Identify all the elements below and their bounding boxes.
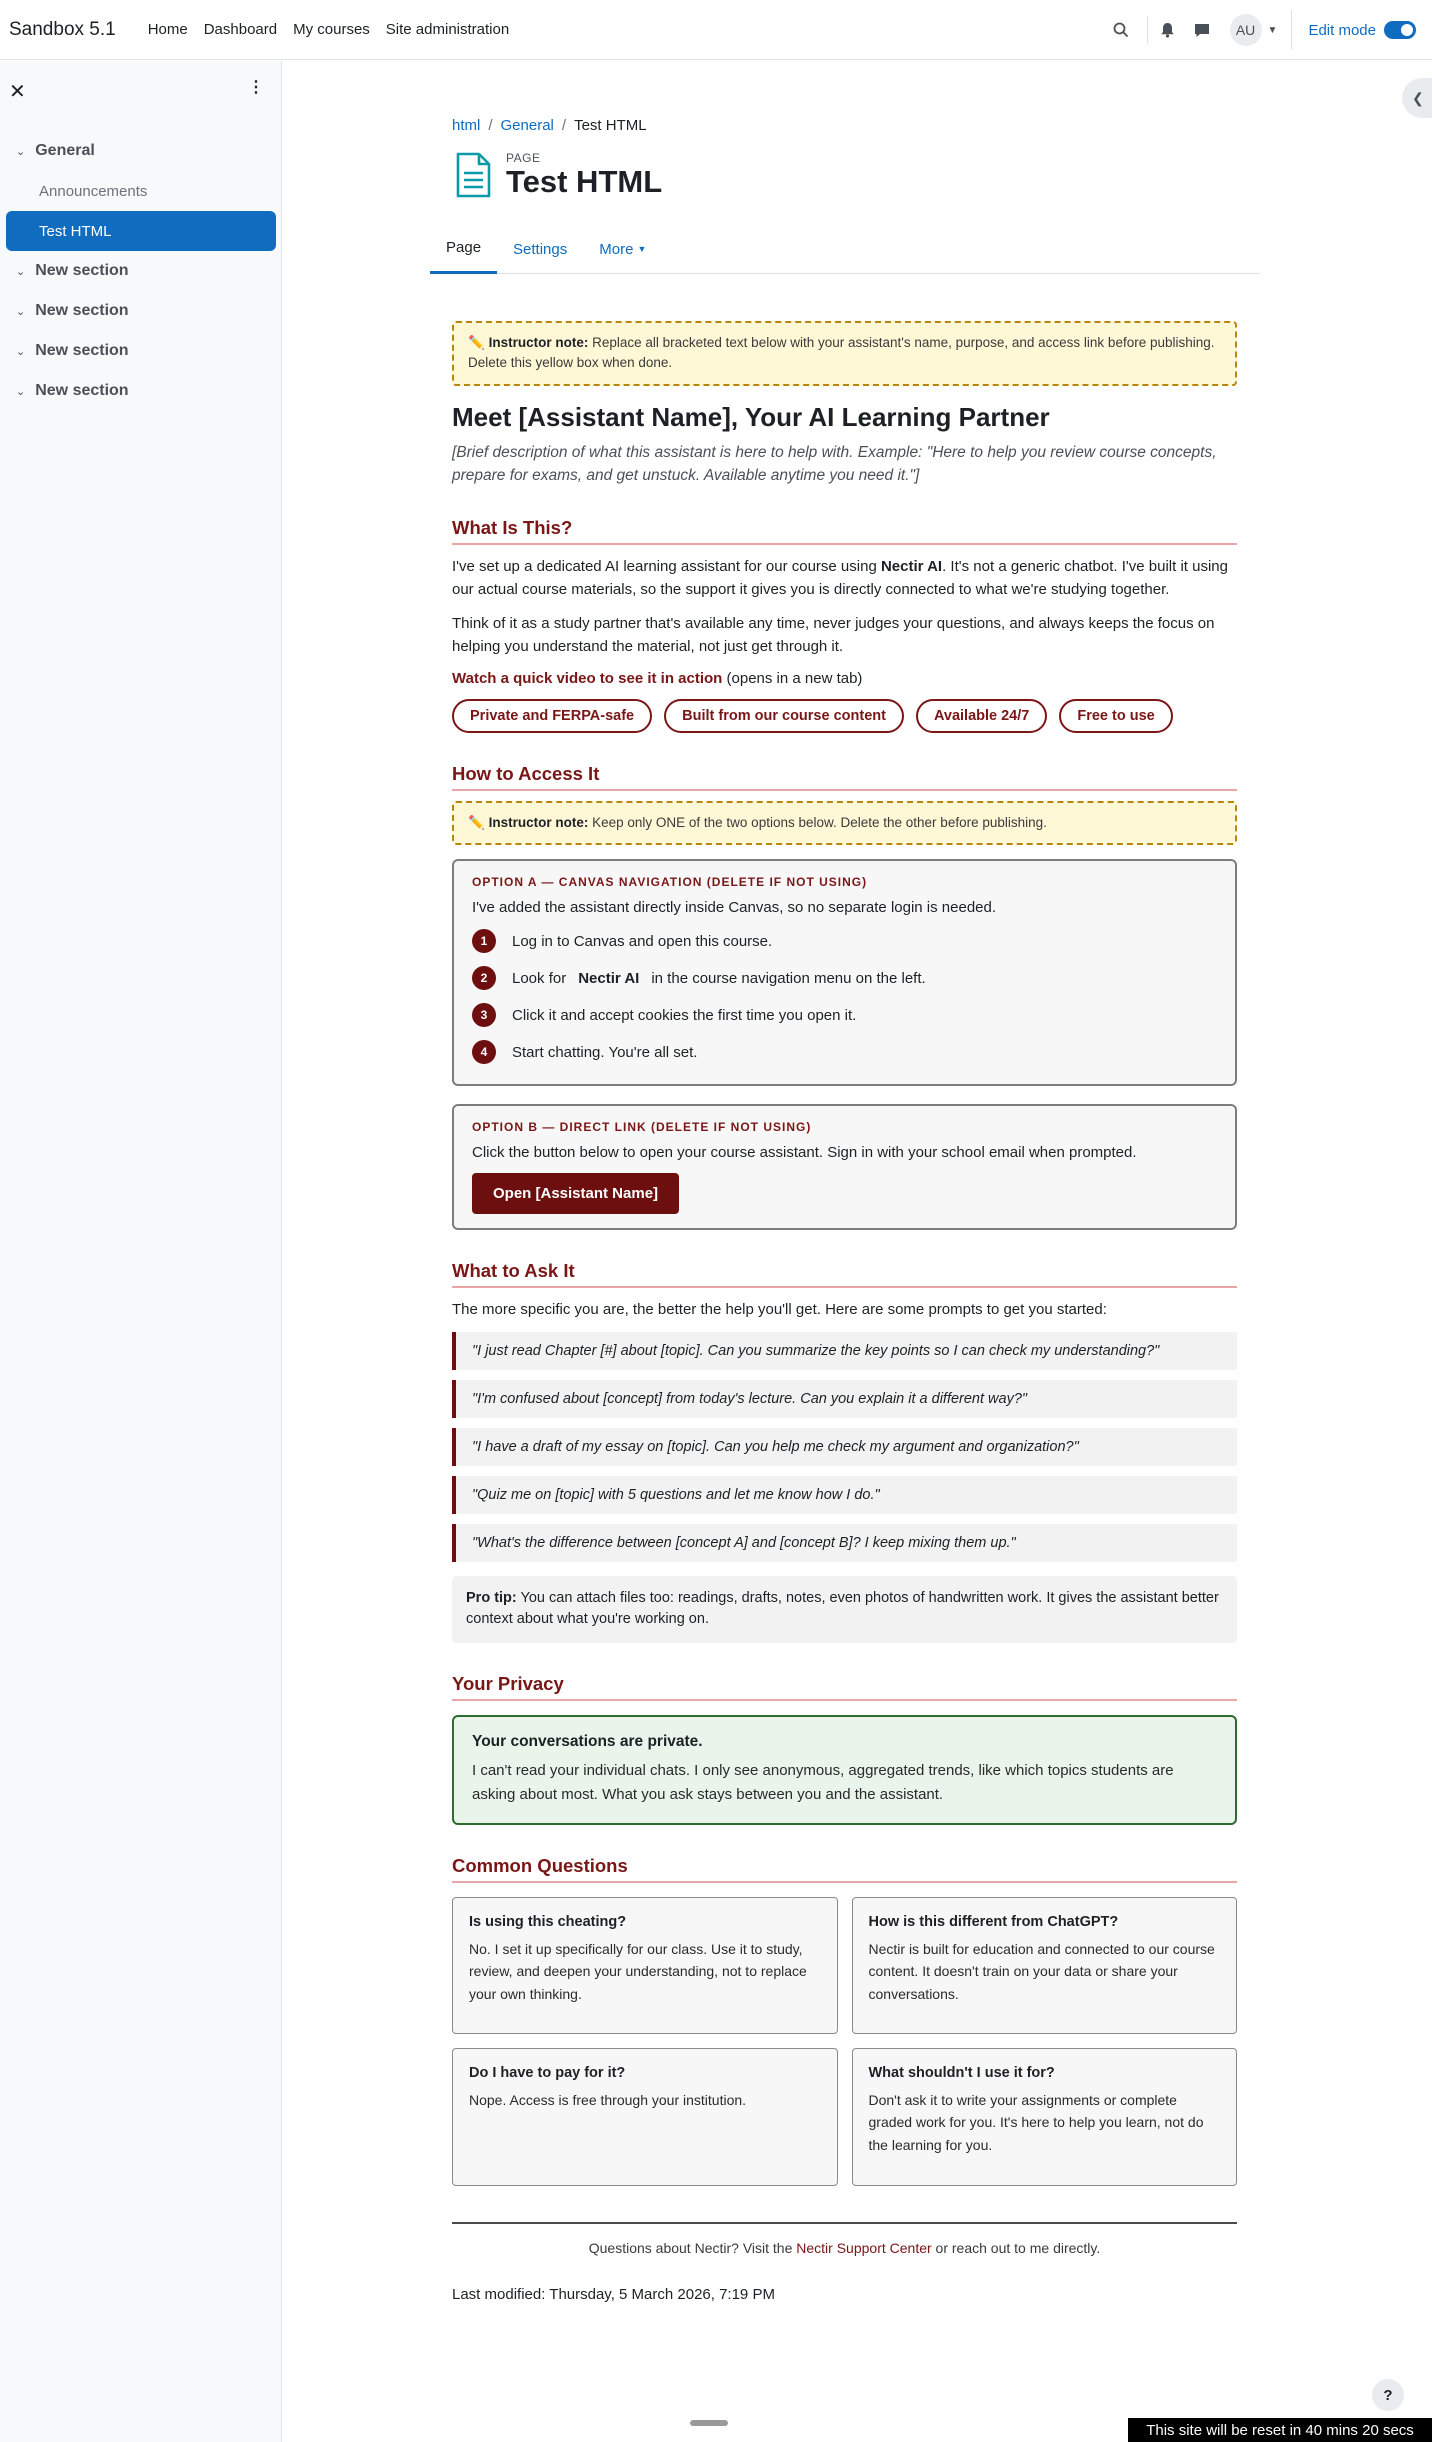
course-section-new-4[interactable] [6,371,276,411]
chevron-down-icon[interactable]: ⌄ [16,145,26,158]
step-number: 4 [472,1040,496,1064]
page-header [452,151,662,199]
chevron-down-icon[interactable]: ▼ [1267,24,1278,36]
text: Questions about Nectir? Visit the [588,2240,797,2256]
section-heading-ask: What to Ask It [452,1260,1237,1288]
faq-card [852,2048,1238,2186]
pencil-icon: ✏️ [468,815,485,830]
breadcrumb-html[interactable]: html [452,117,481,134]
note-label: Instructor note: [488,335,589,350]
tip-text: You can attach files too: readings, drafts, notes, even photos of handwritten work. It gives the assistant better context about what you're working on. [466,1589,1219,1628]
page-type-label: PAGE [506,151,541,165]
step-number: 3 [472,1003,496,1027]
step-text: Click it and accept cookies the first time you open it. [512,1006,857,1024]
support-footer [452,2240,1237,2256]
text: or reach out to me directly. [931,2240,1101,2256]
faq-question: Is using this cheating? [469,1914,627,1930]
step-text: Start chatting. You're all set. [512,1043,698,1061]
scroll-handle[interactable] [690,2420,728,2426]
watch-video-link[interactable]: Watch a quick video to see it in action [452,670,723,687]
last-modified: Last modified: Thursday, 5 March 2026, 7:19 PM [452,2286,775,2303]
section-heading-access: How to Access It [452,763,1237,791]
step-item [472,1003,1217,1027]
option-a-text: I've added the assistant directly inside Canvas, so no separate login is needed. [472,899,997,917]
section-title: New section [35,342,129,359]
pill-free: Free to use [1059,699,1172,733]
faq-answer: Nope. Access is free through your institution. [469,2092,747,2108]
section-title: General [35,142,95,159]
step-number: 1 [472,929,496,953]
what-paragraph-2: Think of it as a study partner that's available any time, never judges your questions, and always keeps the focus on helping you understand the material, not just get through it. [452,614,1215,655]
privacy-box [452,1715,1237,1825]
breadcrumb-general[interactable]: General [500,117,554,134]
tip-label: Pro tip: [466,1589,517,1606]
tab-page[interactable]: Page [430,224,497,274]
prompt-example: "What's the difference between [concept A] and [concept B]? I keep mixing them up." [452,1524,1237,1562]
text: I've set up a dedicated AI learning assistant for our course using [452,558,881,575]
section-heading-privacy: Your Privacy [452,1673,1237,1701]
pro-tip [452,1576,1237,1644]
support-center-link[interactable]: Nectir Support Center [796,2240,932,2256]
breadcrumb-separator: / [488,117,493,134]
privacy-text: I can't read your individual chats. I only see anonymous, aggregated trends, like which topics students are asking about most. What you ask stays between you and the assistant. [472,1762,1174,1803]
top-navbar [0,0,1432,60]
site-brand[interactable]: Sandbox 5.1 [9,18,116,40]
navbar-divider [1291,10,1292,50]
course-index [6,131,276,411]
breadcrumb-current: Test HTML [574,117,647,134]
note-text: Keep only ONE of the two options below. Delete the other before publishing. [592,815,1047,830]
course-item-test-html[interactable]: Test HTML [6,211,276,251]
chevron-down-icon[interactable]: ⌄ [16,305,26,318]
navbar-separator [1147,16,1148,44]
messages-icon[interactable] [1188,16,1216,44]
faq-card [852,1897,1238,2034]
faq-answer: Don't ask it to write your assignments or complete graded work for you. It's here to help you learn, not do the learning for you. [868,2092,1204,2153]
course-section-general[interactable] [6,131,276,171]
tab-more[interactable] [583,224,662,274]
faq-grid [452,1897,1237,2186]
course-section-new-3[interactable] [6,331,276,371]
hero-heading: Meet [Assistant Name], Your AI Learning Partner [452,401,1050,432]
close-icon[interactable]: ✕ [9,81,26,103]
what-paragraph-1 [452,555,1237,602]
primary-navigation [148,21,510,38]
nav-my-courses[interactable]: My courses [293,21,370,38]
note-text: Replace all bracketed text below with your assistant's name, purpose, and access link before publishing. Delete this yellow box when done. [468,335,1215,371]
text: . It's not a generic chatbot. I've built it using our actual course materials, so the support it gives you is directly connected to what we're studying together. [452,558,1228,599]
edit-mode-label: Edit mode [1308,21,1376,39]
watch-video-note: (opens in a new tab) [722,670,863,687]
step-text: in the course navigation menu on the left. [651,969,926,987]
reset-banner: This site will be reset in 40 mins 20 secs [1128,2418,1432,2442]
prompt-example: "I just read Chapter [#] about [topic]. Can you summarize the key points so I can check my understanding?" [452,1332,1237,1370]
step-item [472,966,1217,990]
faq-question: What shouldn't I use it for? [868,2065,1055,2081]
chevron-down-icon[interactable]: ⌄ [16,385,26,398]
course-section-new-1[interactable] [6,251,276,291]
nav-dashboard[interactable]: Dashboard [203,21,278,38]
watch-video-line [452,670,1237,687]
option-b-label: OPTION B — DIRECT LINK (DELETE IF NOT USING) [472,1120,812,1135]
step-item [472,1040,1217,1064]
nav-home[interactable]: Home [147,21,188,38]
step-text: Look for [512,969,567,987]
faq-answer: Nectir is built for education and connected to our course content. It doesn't train on your data or share your conversations. [868,1941,1215,2002]
faq-question: How is this different from ChatGPT? [868,1914,1119,1930]
ask-intro: The more specific you are, the better the help you'll get. Here are some prompts to get you started: [452,1301,1107,1319]
option-b-text: Click the button below to open your course assistant. Sign in with your school email when prompted. [472,1144,1137,1162]
pencil-icon: ✏️ [468,335,485,350]
course-section-new-2[interactable] [6,291,276,331]
page-title: Test HTML [506,164,663,199]
section-heading-faq: Common Questions [452,1855,1237,1883]
nav-site-administration[interactable]: Site administration [385,21,510,38]
section-title: New section [35,262,129,279]
chevron-down-icon: ▼ [637,244,647,254]
section-heading-what: What Is This? [452,517,1237,545]
pill-available: Available 24/7 [916,699,1047,733]
option-a-box [452,859,1237,1086]
breadcrumb [452,117,647,134]
pill-course-content: Built from our course content [664,699,904,733]
chevron-down-icon[interactable]: ⌄ [16,345,26,358]
note-label: Instructor note: [488,815,589,830]
instructor-note [452,801,1237,845]
course-item-announcements[interactable]: Announcements [39,182,148,200]
user-avatar[interactable]: AU [1230,14,1262,46]
page-document-icon [452,151,494,199]
course-index-drawer [0,61,282,2442]
search-icon[interactable] [1107,16,1135,44]
open-block-drawer-button[interactable] [1402,78,1432,118]
step-text: Log in to Canvas and open this course. [512,932,773,950]
page-content [452,321,1237,2303]
help-button[interactable]: ? [1372,2379,1404,2411]
pill-private: Private and FERPA-safe [452,699,652,733]
more-options-icon[interactable]: ⋮ [248,79,264,96]
brand-name: Nectir AI [880,558,943,575]
prompt-example: "I'm confused about [concept] from today's lecture. Can you explain it a different way?" [452,1380,1237,1418]
feature-pills [452,699,1237,733]
chevron-left-icon: ❮ [1412,89,1424,106]
prompt-example: "I have a draft of my essay on [topic]. Can you help me check my argument and organization?" [452,1428,1237,1466]
faq-card [452,1897,838,2034]
step-number: 2 [472,966,496,990]
faq-card [452,2048,838,2186]
bell-icon[interactable] [1154,16,1182,44]
instructor-note [452,321,1237,386]
step-bold: Nectir AI [578,969,640,987]
tab-settings[interactable]: Settings [513,240,568,258]
faq-question: Do I have to pay for it? [469,2065,626,2081]
option-a-label: OPTION A — CANVAS NAVIGATION (DELETE IF NOT USING) [472,875,868,890]
step-item [472,929,1217,953]
secondary-navigation [430,224,1260,274]
hero-subtitle: [Brief description of what this assistant is here to help with. Example: "Here to help you review course concepts, prepare for exams, and get unstuck. Available anytime you need it."] [452,443,1217,484]
section-title: New section [35,302,129,319]
chevron-down-icon[interactable]: ⌄ [16,265,26,278]
navbar-right [1107,0,1432,60]
option-b-box [452,1104,1237,1230]
open-assistant-button[interactable]: Open [Assistant Name] [472,1173,679,1214]
footer-divider [452,2222,1237,2224]
section-title: New section [35,382,129,399]
privacy-title: Your conversations are private. [472,1733,703,1750]
edit-mode-toggle[interactable] [1384,21,1416,39]
breadcrumb-separator: / [561,117,567,134]
faq-answer: No. I set it up specifically for our class. Use it to study, review, and deepen your understanding, not to replace your own thinking. [469,1941,807,2002]
tab-more-label: More [599,240,634,258]
prompt-example: "Quiz me on [topic] with 5 questions and let me know how I do." [452,1476,1237,1514]
